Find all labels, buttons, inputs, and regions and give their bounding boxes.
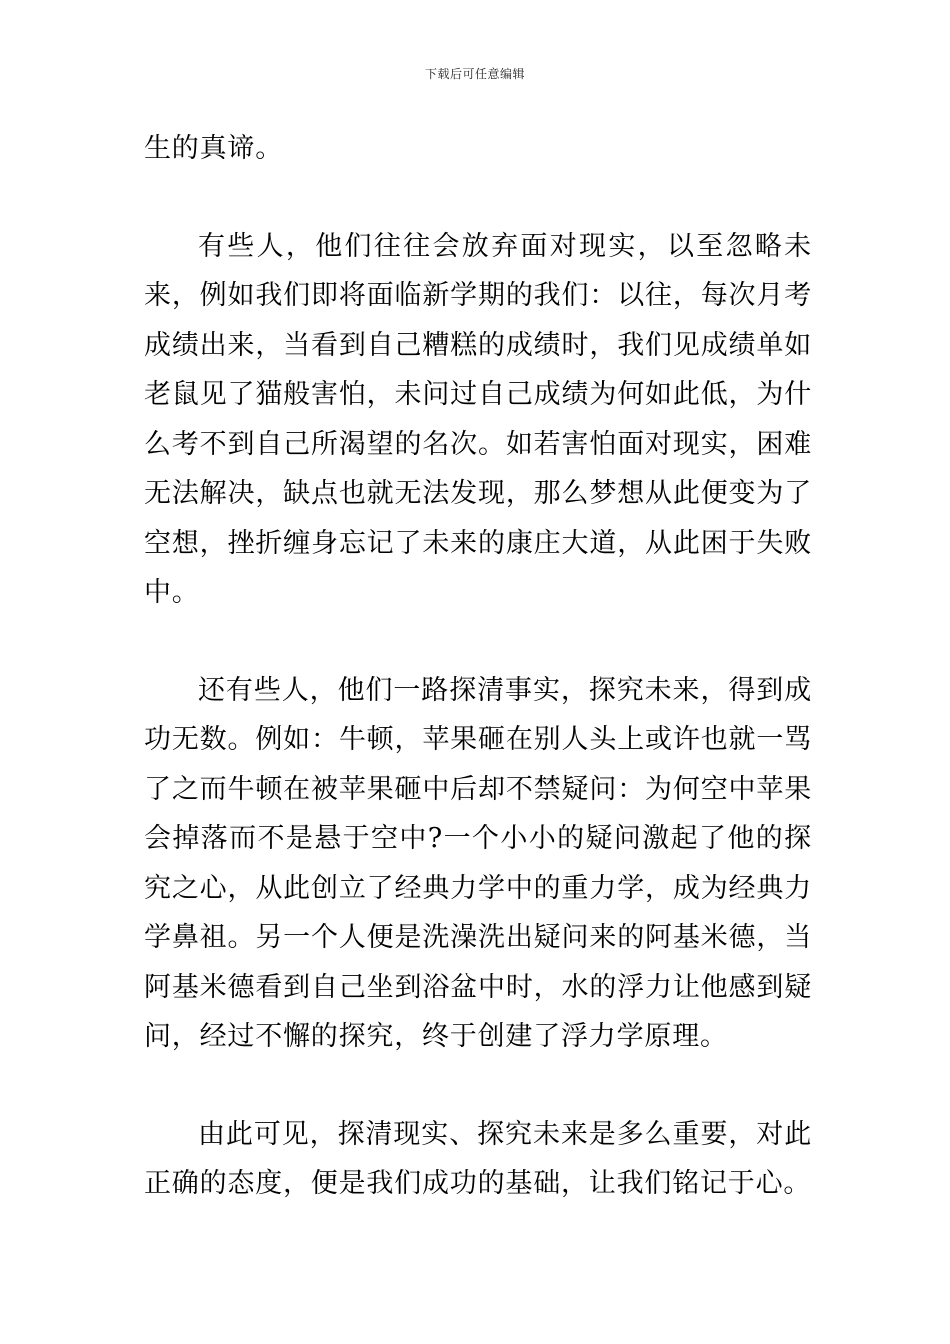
paragraph-gap [144, 618, 812, 666]
paragraph-conclusion: 由此可见，探清现实、探究未来是多么重要，对此正确的态度，便是我们成功的基础，让我们铭记于心。 [144, 1118, 812, 1199]
paragraph-facing-reality: 有些人，他们往往会放弃面对现实，以至忽略未来，例如我们即将面临新学期的我们：以往，每次月考成绩出来，当看到自己糟糕的成绩时，我们见成绩单如老鼠见了猫般害怕，未问过自己成绩为何如此低，为什么考不到自己所渴望的名次。如若害怕面对现实，困难无法解决，缺点也就无法发现，那么梦想从此便变为了空想，挫折缠身忘记了未来的康庄大道，从此困于失败中。 [144, 230, 812, 608]
document-body [144, 124, 812, 1209]
page-header: 下载后可任意编辑 [424, 67, 525, 81]
paragraph-continuation: 生的真谛。 [144, 133, 283, 164]
paragraph-gap [144, 174, 812, 222]
paragraph-exploration-examples: 还有些人，他们一路探清事实，探究未来，得到成功无数。例如：牛顿，苹果砸在别人头上或许也就一骂了之而牛顿在被苹果砸中后却不禁疑问：为何空中苹果会掉落而不是悬于空中?一个小小的疑问激起了他的探究之心，从此创立了经典力学中的重力学，成为经典力学鼻祖。另一个人便是洗澡洗出疑问来的阿基米德，当阿基米德看到自己坐到浴盆中时，水的浮力让他感到疑问，经过不懈的探究，终于创建了浮力学原理。 [144, 674, 812, 1052]
paragraph-gap [144, 1062, 812, 1110]
